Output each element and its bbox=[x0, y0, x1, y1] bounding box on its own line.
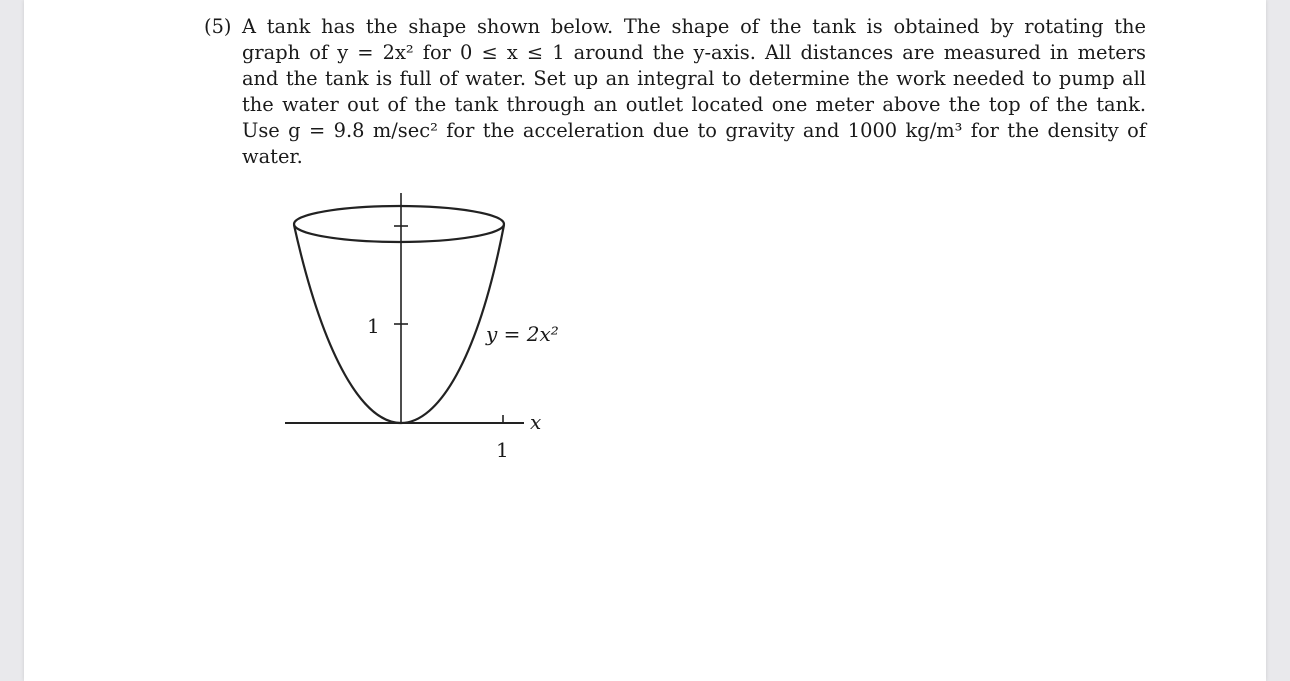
x-axis-label: x bbox=[530, 410, 542, 434]
problem-number: (5) bbox=[204, 15, 232, 38]
problem-line: water. bbox=[242, 145, 303, 168]
tank-rim bbox=[294, 206, 504, 242]
tank-figure bbox=[24, 0, 1266, 681]
problem-line: the water out of the tank through an outlet located one meter above the top of the tank. bbox=[242, 93, 1146, 116]
document-page bbox=[24, 0, 1266, 681]
curve-label: y = 2x² bbox=[486, 322, 559, 346]
problem-line: graph of y = 2x² for 0 ≤ x ≤ 1 around the y-axis. All distances are measured in meters bbox=[242, 41, 1146, 64]
y-tick-label: 1 bbox=[367, 314, 380, 338]
problem-line: A tank has the shape shown below. The shape of the tank is obtained by rotating the bbox=[242, 15, 1146, 38]
x-tick-label: 1 bbox=[496, 438, 509, 462]
problem-line: and the tank is full of water. Set up an integral to determine the work needed to pump all bbox=[242, 67, 1146, 90]
problem-line: Use g = 9.8 m/sec² for the acceleration due to gravity and 1000 kg/m³ for the density of bbox=[242, 119, 1146, 142]
